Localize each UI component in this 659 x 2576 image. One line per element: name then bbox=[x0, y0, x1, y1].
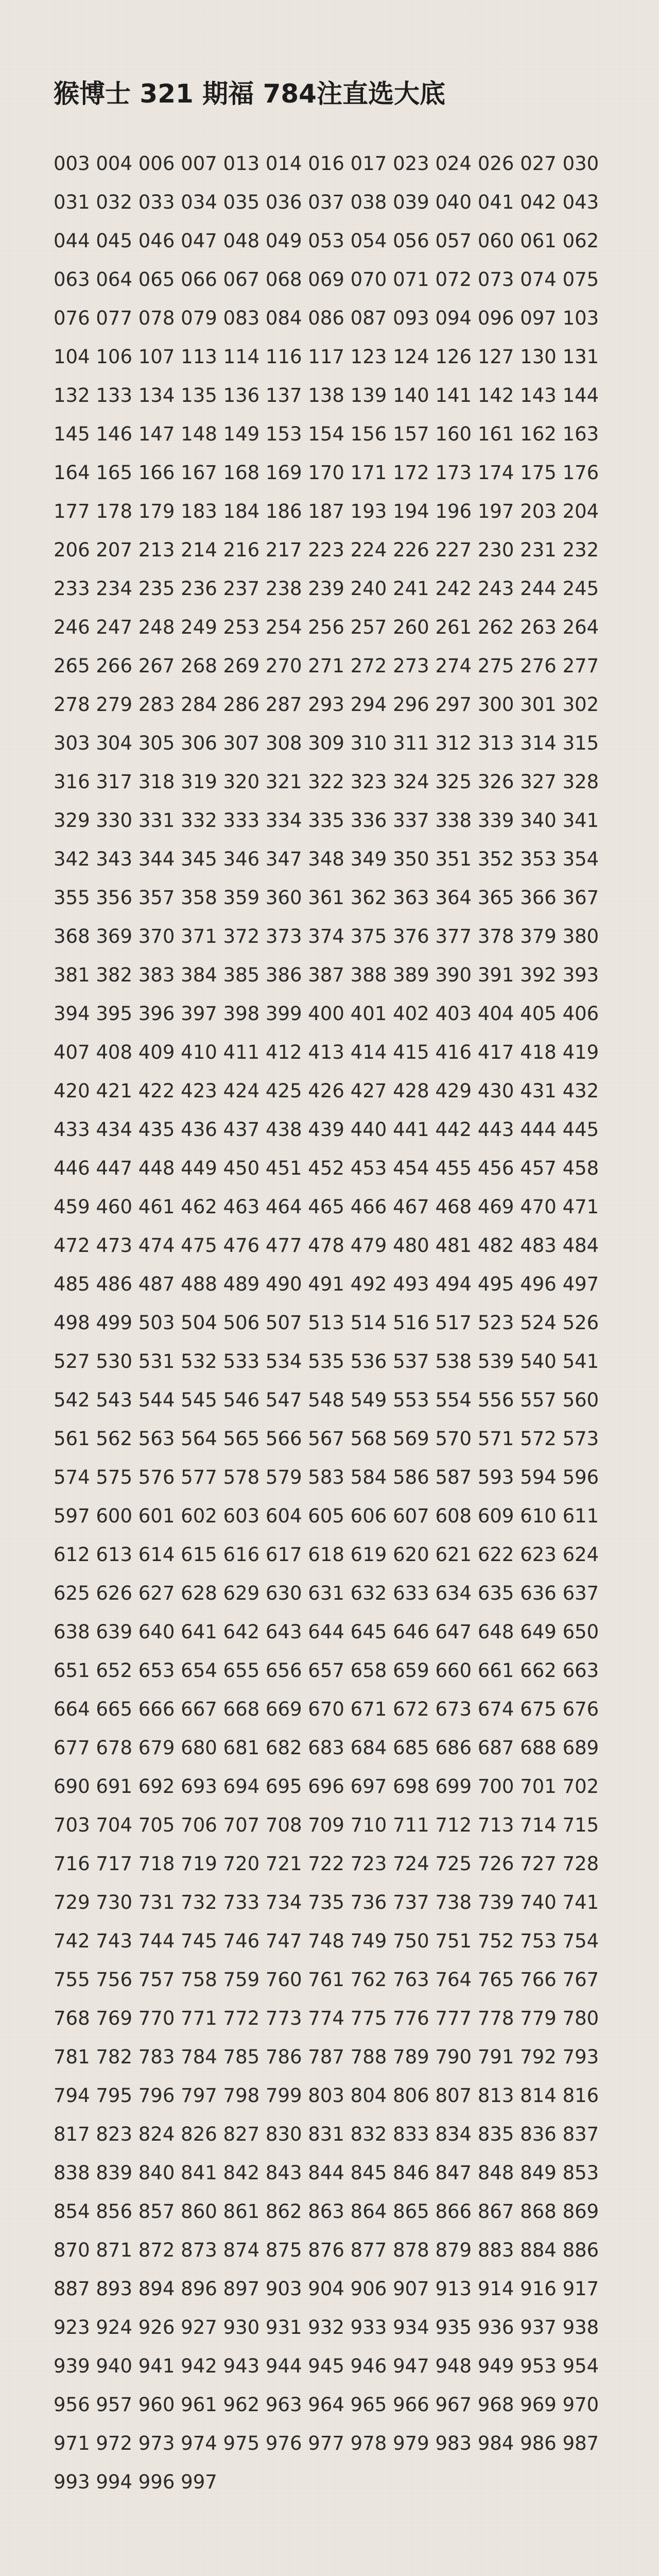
note-number-list: 003 004 006 007 013 014 016 017 023 024 026 027 030 031 032 033 034 035 036 037 038 039 040 041 042 043 044 045 046 047 048 049 053 054 056 057 060 061 062 063 064 065 066 067 068 069 070 071 072 073 074 075 076 077 078 079 083 084 086 087 093 094 096 097 103 104 106 107 113 114 116 117 123 124 126 127 130 131 132 133 134 135 136 137 138 139 140 141 142 143 144 145 146 147 148 149 153 154 156 157 160 161 162 163 164 165 166 167 168 169 170 171 172 173 174 175 176 177 178 179 183 184 186 187 193 194 196 197 203 204 206 207 213 214 216 217 223 224 226 227 230 231 232 233 234 235 236 237 238 239 240 241 242 243 244 245 246 247 248 249 253 254 256 257 260 261 262 263 264 265 266 267 268 269 270 271 272 273 274 275 276 277 278 279 283 284 286 287 293 294 296 297 300 301 302 303 304 305 306 307 308 309 310 311 312 313 314 315 316 317 318 319 320 321 322 323 324 325 326 327 328 329 330 331 332 333 334 335 336 337 338 339 340 341 342 343 344 345 346 347 348 349 350 351 352 353 354 355 356 357 358 359 360 361 362 363 364 365 366 367 368 369 370 371 372 373 374 375 376 377 378 379 380 381 382 383 384 385 386 387 388 389 390 391 392 393 394 395 396 397 398 399 400 401 402 403 404 405 406 407 408 409 410 411 412 413 414 415 416 417 418 419 420 421 422 423 424 425 426 427 428 429 430 431 432 433 434 435 436 437 438 439 440 441 442 443 444 445 446 447 448 449 450 451 452 453 454 455 456 457 458 459 460 461 462 463 464 465 466 467 468 469 470 471 472 473 474 475 476 477 478 479 480 481 482 483 484 485 486 487 488 489 490 491 492 493 494 495 496 497 498 499 503 504 506 507 513 514 516 517 523 524 526 527 530 531 532 533 534 535 536 537 538 539 540 541 542 543 544 545 546 547 548 549 553 554 556 557 560 561 562 563 564 565 566 567 568 569 570 571 572 573 574 575 576 577 578 579 583 584 586 587 593 594 596 597 600 601 602 603 604 605 606 607 608 609 610 611 612 613 614 615 616 617 618 619 620 621 622 623 624 625 626 627 628 629 630 631 632 633 634 635 636 637 638 639 640 641 642 643 644 645 646 647 648 649 650 651 652 653 654 655 656 657 658 659 660 661 662 663 664 665 666 667 668 669 670 671 672 673 674 675 676 677 678 679 680 681 682 683 684 685 686 687 688 689 690 691 692 693 694 695 696 697 698 699 700 701 702 703 704 705 706 707 708 709 710 711 712 713 714 715 716 717 718 719 720 721 722 723 724 725 726 727 728 729 730 731 732 733 734 735 736 737 738 739 740 741 742 743 744 745 746 747 748 749 750 751 752 753 754 755 756 757 758 759 760 761 762 763 764 765 766 767 768 769 770 771 772 773 774 775 776 777 778 779 780 781 782 783 784 785 786 787 788 789 790 791 792 793 794 795 796 797 798 799 803 804 806 807 813 814 816 817 823 824 826 827 830 831 832 833 834 835 836 837 838 839 840 841 842 843 844 845 846 847 848 849 853 854 856 857 860 861 862 863 864 865 866 867 868 869 870 871 872 873 874 875 876 877 878 879 883 884 886 887 893 894 896 897 903 904 906 907 913 914 916 917 923 924 926 927 930 931 932 933 934 935 936 937 938 939 940 941 942 943 944 945 946 947 948 949 953 954 956 957 960 961 962 963 964 965 966 967 968 969 970 971 972 973 974 975 976 977 978 979 983 984 986 987 993 994 996 997 bbox=[54, 152, 599, 2493]
note-title: 猴博士 321 期福 784注直选大底 bbox=[54, 79, 445, 109]
